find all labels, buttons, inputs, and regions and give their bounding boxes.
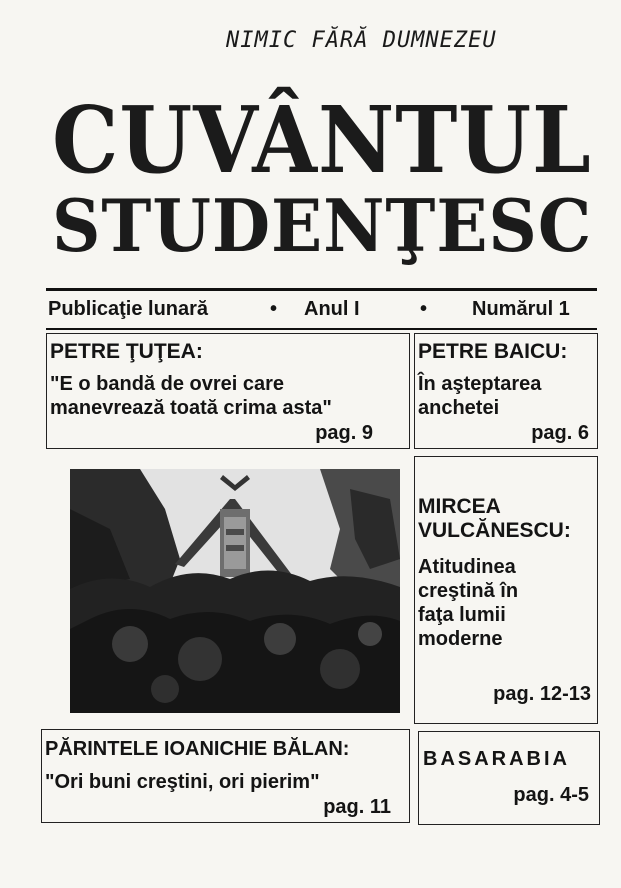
- article-title: [418, 555, 596, 651]
- title-line: creştină în: [418, 580, 519, 602]
- article-heading: PETRE BAICU:: [418, 340, 568, 363]
- title-line: anchetei: [418, 397, 500, 419]
- article-quote: [50, 372, 410, 420]
- article-heading: PĂRINTELE IOANICHIE BĂLAN:: [45, 738, 350, 760]
- article-box-tutea[interactable]: [46, 333, 410, 449]
- article-box-basarabia[interactable]: [418, 731, 600, 825]
- article-box-vulcanescu[interactable]: [414, 456, 598, 724]
- article-title: [418, 372, 596, 420]
- article-box-baicu[interactable]: [414, 333, 598, 449]
- publication-frequency: Publicaţie lunară: [48, 298, 209, 320]
- article-heading: [418, 495, 571, 543]
- bullet-separator: •: [420, 298, 428, 320]
- year-label: Anul I: [304, 298, 360, 320]
- title-line: moderne: [418, 628, 503, 650]
- masthead-rule: [46, 288, 597, 291]
- church-photo: [70, 469, 400, 713]
- page-ref: pag. 9: [315, 422, 373, 444]
- info-bar: [48, 296, 597, 326]
- church-photo-graphic: [70, 469, 400, 713]
- title-line: Atitudinea: [418, 556, 516, 578]
- title-line: În aşteptarea: [418, 373, 542, 395]
- page-ref: pag. 6: [531, 422, 589, 444]
- article-heading: PETRE ŢUŢEA:: [50, 340, 203, 363]
- quote-line: "E o bandă de ovrei care: [50, 373, 285, 395]
- bullet-separator: •: [270, 298, 278, 320]
- page-ref: pag. 12-13: [493, 683, 591, 705]
- article-box-balan[interactable]: [41, 729, 410, 823]
- masthead-line2: STUDENŢESC: [52, 183, 593, 268]
- title-line: faţa lumii: [418, 604, 506, 626]
- quote-line: manevrează toată crima asta": [50, 397, 332, 419]
- page-ref: pag. 11: [323, 796, 391, 818]
- article-quote: "Ori buni creştini, ori pierim": [45, 771, 320, 793]
- motto: NIMIC FĂRĂ DUMNEZEU: [226, 28, 497, 53]
- heading-line: VULCĂNESCU:: [418, 519, 571, 542]
- info-rule: [46, 328, 597, 330]
- heading-line: MIRCEA: [418, 495, 501, 518]
- page-ref: pag. 4-5: [513, 784, 589, 806]
- issue-number: Numărul 1: [472, 298, 570, 320]
- article-heading: BASARABIA: [423, 748, 570, 770]
- masthead-line1: CUVÂNTUL: [52, 86, 592, 194]
